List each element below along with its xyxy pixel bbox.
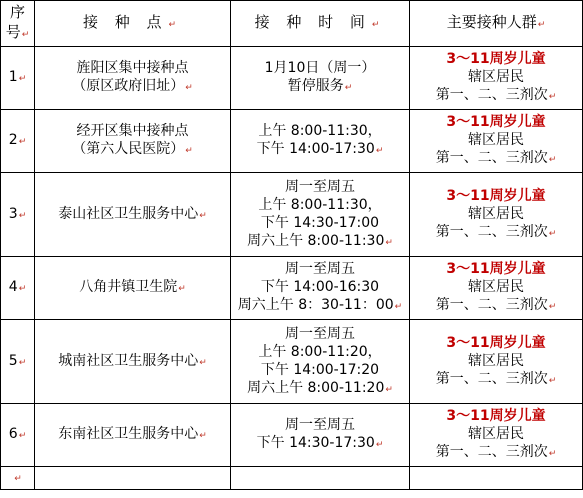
header-index: [1, 1, 35, 47]
group-cell-line: 第一、二、三剂次: [435, 370, 548, 387]
paragraph-mark-icon: ↵: [548, 302, 557, 312]
row-index-text: 3: [8, 205, 18, 222]
group-cell-line: 3～11周岁儿童: [446, 51, 546, 67]
site-cell-line: 经开区集中接种点: [76, 123, 189, 139]
header-row: [1, 1, 583, 47]
empty-cell: [1, 467, 35, 490]
time-cell: [231, 110, 410, 173]
time-cell: [231, 173, 410, 257]
site-cell: [35, 320, 231, 404]
group-cell: [410, 320, 583, 404]
header-index-line1: 序: [9, 3, 25, 21]
group-cell-line: 3～11周岁儿童: [446, 187, 546, 204]
paragraph-mark-icon: ↵: [18, 431, 27, 441]
group-cell: [410, 173, 583, 257]
time-cell-line: 下午 14:00-17:30: [256, 141, 375, 157]
time-cell-line: 下午 14:30-17:30: [256, 435, 375, 451]
paragraph-mark-icon: ↵: [537, 20, 546, 30]
site-cell: [35, 257, 231, 320]
site-cell: [35, 47, 231, 110]
site-cell-line: 城南社区卫生服务中心: [58, 352, 199, 369]
paragraph-mark-icon: ↵: [185, 83, 193, 93]
paragraph-mark-icon: ↵: [385, 384, 393, 395]
group-cell-line: 第一、二、三剂次: [435, 223, 548, 240]
table-row: [1, 47, 583, 110]
row-index-text: 4: [8, 279, 18, 295]
row-index-text: 2: [8, 132, 18, 148]
row-index: [1, 173, 35, 257]
paragraph-mark-icon: ↵: [18, 210, 27, 221]
table-row: [1, 320, 583, 404]
row-index-text: 1: [8, 69, 18, 85]
group-cell: [410, 47, 583, 110]
header-site: 接 种 点↵: [35, 1, 231, 47]
paragraph-mark-icon: ↵: [18, 137, 27, 147]
row-index: [1, 47, 35, 110]
time-cell-line: 周一至周五: [285, 325, 355, 342]
time-cell-line: 暂停服务: [287, 78, 344, 94]
table-row: [1, 110, 583, 173]
paragraph-mark-icon: ↵: [199, 431, 207, 441]
time-cell-line: 周六上午 8:00-11:20: [247, 379, 385, 396]
time-cell: [231, 404, 410, 467]
empty-cell: [35, 467, 231, 490]
paragraph-mark-icon: ↵: [375, 440, 384, 450]
paragraph-mark-icon: ↵: [548, 155, 557, 165]
paragraph-mark-icon: ↵: [548, 228, 557, 239]
time-cell: [231, 257, 410, 320]
time-cell-line: 上午 8:00-11:30，: [258, 196, 382, 213]
paragraph-mark-icon: ↵: [375, 146, 384, 156]
row-index: [1, 257, 35, 320]
time-cell-line: 下午 14:30-17:00: [260, 214, 380, 231]
site-cell-line: 东南社区卫生服务中心: [58, 426, 199, 442]
paragraph-mark-icon: ↵: [344, 83, 353, 93]
paragraph-mark-icon: ↵: [18, 74, 27, 84]
paragraph-mark-icon: ↵: [168, 20, 183, 30]
paragraph-mark-icon: ↵: [394, 302, 403, 312]
time-cell: [231, 320, 410, 404]
group-cell-line: 辖区居民: [468, 132, 524, 148]
group-cell-line: 3～11周岁儿童: [446, 114, 546, 130]
row-index: [1, 110, 35, 173]
group-cell-line: 第一、二、三剂次: [435, 87, 548, 103]
group-cell-line: 3～11周岁儿童: [446, 408, 546, 424]
time-cell-line: 周六上午 8：30-11：00: [237, 297, 394, 313]
paragraph-mark-icon: ↵: [548, 92, 557, 102]
paragraph-mark-icon: ↵: [18, 284, 27, 294]
group-cell: [410, 404, 583, 467]
group-cell-line: 第一、二、三剂次: [435, 444, 548, 460]
time-cell-line: 周一至周五: [285, 261, 355, 277]
paragraph-mark-icon: ↵: [21, 30, 30, 40]
site-cell: [35, 404, 231, 467]
time-cell: [231, 47, 410, 110]
time-cell-line: 上午 8:00-11:20，: [258, 343, 382, 360]
header-group: 主要接种人群↵: [410, 1, 583, 47]
site-cell-line: （第六人民医院）: [72, 141, 185, 157]
row-index-text: 5: [8, 352, 18, 369]
site-cell: [35, 110, 231, 173]
site-cell-line: 旌阳区集中接种点: [76, 60, 189, 76]
paragraph-mark-icon: ↵: [18, 357, 27, 368]
table-row: [1, 404, 583, 467]
row-index: [1, 404, 35, 467]
row-index-text: 6: [8, 426, 18, 442]
paragraph-mark-icon: ↵: [14, 474, 22, 484]
time-cell-line: 周六上午 8:00-11:30: [247, 232, 385, 249]
paragraph-mark-icon: ↵: [199, 357, 207, 368]
group-cell-line: 辖区居民: [468, 426, 524, 442]
table-row: [1, 173, 583, 257]
group-cell-line: 辖区居民: [468, 69, 524, 85]
group-cell-line: 3～11周岁儿童: [446, 261, 546, 277]
time-cell-line: 周一至周五: [285, 417, 355, 433]
time-cell-line: 周一至周五: [285, 178, 355, 195]
time-cell-line: 下午 14:00-16:30: [260, 279, 380, 295]
group-cell-line: 辖区居民: [468, 205, 524, 222]
group-cell-line: 辖区居民: [468, 352, 524, 369]
header-time: 接 种 时 间↵: [231, 1, 410, 47]
paragraph-mark-icon: ↵: [548, 449, 557, 459]
paragraph-mark-icon: ↵: [548, 375, 557, 386]
empty-cell: [410, 467, 583, 490]
paragraph-mark-icon: ↵: [371, 20, 386, 30]
empty-cell: [231, 467, 410, 490]
site-cell-line: 泰山社区卫生服务中心: [58, 205, 199, 222]
row-index: [1, 320, 35, 404]
table-row: [1, 257, 583, 320]
group-cell-line: 第一、二、三剂次: [435, 297, 548, 313]
group-cell: [410, 110, 583, 173]
header-index-line2: 号: [5, 23, 21, 41]
site-cell-line: （原区政府旧址）: [72, 78, 185, 94]
paragraph-mark-icon: ↵: [185, 146, 193, 156]
site-cell: [35, 173, 231, 257]
group-cell: [410, 257, 583, 320]
group-cell-line: 3～11周岁儿童: [446, 334, 546, 351]
paragraph-mark-icon: ↵: [385, 237, 393, 248]
paragraph-mark-icon: ↵: [199, 210, 207, 221]
site-cell-line: 八角井镇卫生院: [79, 279, 178, 295]
time-cell-line: 1月10日（周一）: [264, 60, 376, 76]
group-cell-line: 辖区居民: [468, 279, 524, 295]
paragraph-mark-icon: ↵: [178, 284, 186, 294]
time-cell-line: 上午 8:00-11:30，: [258, 123, 382, 139]
group-cell-line: 第一、二、三剂次: [435, 150, 548, 166]
time-cell-line: 下午 14:00-17:20: [260, 361, 380, 378]
empty-row: [1, 467, 583, 490]
